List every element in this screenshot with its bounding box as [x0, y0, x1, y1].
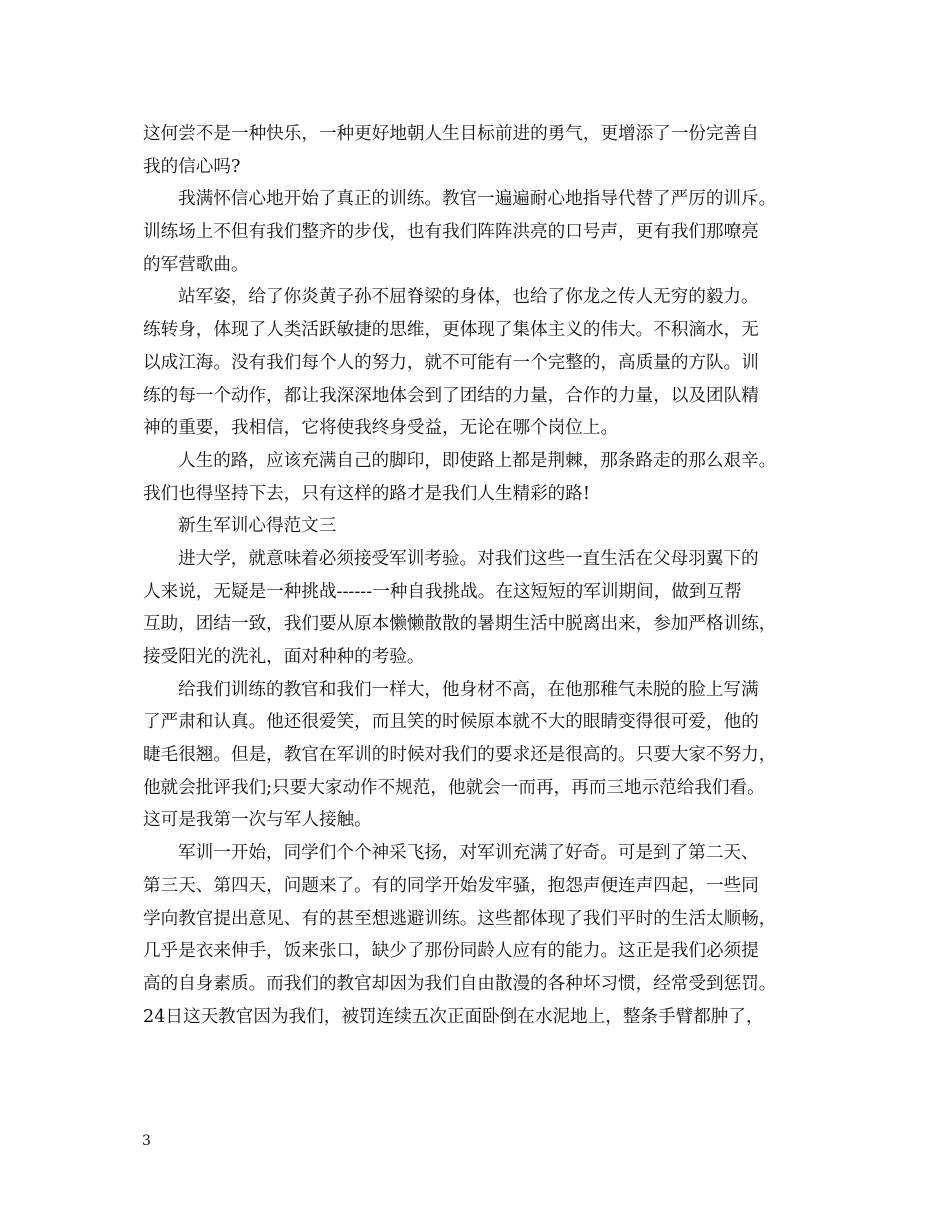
text-line: 军训一开始，同学们个个神采飞扬，对军训充满了好奇。可是到了第二天、	[178, 843, 759, 864]
text-line: 以成江海。没有我们每个人的努力，就不可能有一个完整的，高质量的方队。训	[143, 352, 759, 373]
text-line: 训练场上不但有我们整齐的步伐，也有我们阵阵洪亮的口号声，更有我们那嘹亮	[143, 222, 759, 243]
text-line: 我们也得坚持下去，只有这样的路才是我们人生精彩的路!	[143, 483, 590, 504]
text-line: 第三天、第四天，问题来了。有的同学开始发牢骚，抱怨声便连声四起，一些同	[143, 875, 759, 896]
text-line: 学向教官提出意见、有的甚至想逃避训练。这些都体现了我们平时的生活太顺畅，	[143, 908, 777, 929]
text-line: 给我们训练的教官和我们一样大，他身材不高，在他那稚气未脱的脸上写满	[178, 679, 759, 700]
text-line: 这可是我第一次与军人接触。	[143, 810, 372, 831]
text-line: 他就会批评我们;只要大家动作不规范，他就会一而再，再而三地示范给我们看。	[143, 777, 765, 798]
text-line: 练的每一个动作，都让我深深地体会到了团结的力量，合作的力量，以及团队精	[143, 385, 759, 406]
text-line: 我的信心吗?	[143, 156, 241, 177]
text-line: 练转身，体现了人类活跃敏捷的思维，更体现了集体主义的伟大。不积滴水，无	[143, 320, 759, 341]
text-line: 24日这天教官因为我们，被罚连续五次正面卧倒在水泥地上，整条手臂都肿了，	[143, 1006, 764, 1027]
text-line: 人生的路，应该充满自己的脚印，即使路上都是荆棘，那条路走的那么艰辛。	[178, 450, 777, 471]
text-line: 新生军训心得范文三	[178, 516, 337, 537]
page-number: 3	[142, 1133, 151, 1149]
text-line: 人来说，无疑是一种挑战------一种自我挑战。在这短短的军训期间，做到互帮	[143, 581, 742, 602]
text-line: 几乎是衣来伸手，饭来张口，缺少了那份同龄人应有的能力。这正是我们必须提	[143, 941, 759, 962]
text-line: 接受阳光的洗礼，面对种种的考验。	[143, 647, 425, 667]
text-line: 了严肃和认真。他还很爱笑，而且笑的时候原本就不大的眼睛变得很可爱，他的	[143, 712, 759, 733]
text-line: 睫毛很翘。但是，教官在军训的时候对我们的要求还是很高的。只要大家不努力，	[143, 745, 777, 766]
text-line: 高的自身素质。而我们的教官却因为我们自由散漫的各种坏习惯，经常受到惩罚。	[143, 973, 777, 994]
text-line: 的军营歌曲。	[143, 254, 249, 275]
text-line: 互助，团结一致，我们要从原本懒懒散散的暑期生活中脱离出来，参加严格训练，	[143, 614, 777, 635]
text-line: 进大学，就意味着必须接受军训考验。对我们这些一直生活在父母羽翼下的	[178, 548, 759, 569]
text-line: 这何尝不是一种快乐，一种更好地朝人生目标前进的勇气，更增添了一份完善自	[143, 124, 759, 144]
text-line: 站军姿，给了你炎黄子孙不屈脊梁的身体，也给了你龙之传人无穷的毅力。	[178, 287, 759, 308]
document-body	[143, 118, 813, 1033]
text-line: 神的重要，我相信，它将使我终身受益，无论在哪个岗位上。	[143, 418, 619, 439]
text-line: 我满怀信心地开始了真正的训练。教官一遍遍耐心地指导代替了严厉的训斥。	[178, 189, 777, 210]
